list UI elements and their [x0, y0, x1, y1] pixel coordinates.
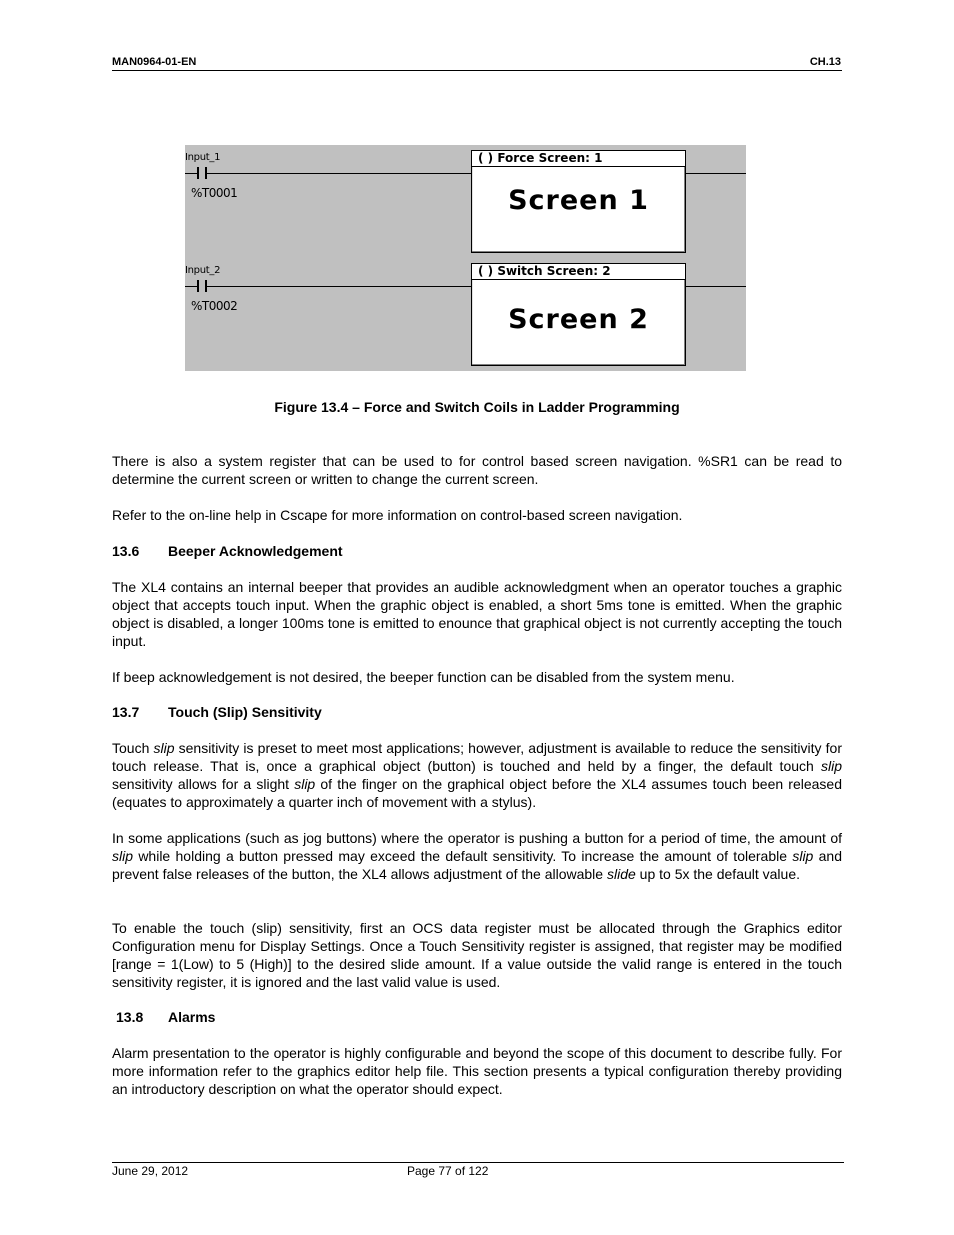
rung1-mid-wire	[207, 173, 471, 174]
section-heading-13-6	[112, 542, 343, 560]
section-number: 13.8	[116, 1009, 144, 1025]
figure-caption: Figure 13.4 – Force and Switch Coils in Ladder Programming	[274, 399, 680, 415]
text-run: sensitivity allows for a slight	[112, 776, 295, 792]
italic-term: slip	[820, 758, 842, 774]
paragraph-touch-slip	[112, 739, 842, 811]
rung1-input-label: Input_1	[185, 152, 221, 163]
section-heading-13-8	[116, 1008, 215, 1026]
text-run: In some applications (such as jog buttons) where the operator is pushing a button for a period of time, the amount of	[112, 830, 842, 846]
paragraph-online-help: Refer to the on-line help in Cscape for more information on control-based screen navigation.	[112, 507, 683, 523]
rung2-mid-wire	[207, 286, 471, 287]
rung2-address: %T0002	[191, 299, 238, 313]
rung2-input-label: Input_2	[185, 265, 221, 276]
section-number: 13.6	[112, 543, 140, 559]
force-screen-coil-text: Screen 1	[508, 185, 649, 216]
footer-page-number: Page 77 of 122	[407, 1164, 489, 1178]
text-run: and prevent false releases of the button, the XL4 allows adjustment of the allowable	[112, 848, 843, 882]
rung1-contact-bar-left	[197, 167, 199, 179]
footer-rule	[112, 1162, 844, 1163]
rung1-address: %T0001	[191, 186, 238, 200]
header-rule	[112, 70, 842, 71]
rung2-right-wire	[685, 286, 746, 287]
italic-term: slip	[792, 848, 814, 864]
header-chapter: CH.13	[809, 56, 841, 68]
text-run: up to 5x the default value.	[635, 866, 801, 882]
section-heading-13-7	[112, 703, 322, 721]
italic-term: slide	[606, 866, 636, 882]
paragraph-beeper: The XL4 contains an internal beeper that provides an audible acknowledgment when an operator touches a graphic object that accepts touch input. When the graphic object is enabled, a short 5ms tone is emitted. When the graphic object is disabled, a longer 100ms tone is emitted to enounce that graphical object is not currently accepting the touch input.	[112, 579, 842, 649]
paragraph-beep-disable: If beep acknowledgement is not desired, the beeper function can be disabled from the system menu.	[112, 669, 735, 685]
paragraph-jog-buttons	[112, 829, 842, 883]
switch-screen-coil-text: Screen 2	[508, 304, 649, 335]
text-run: while holding a button pressed may exceed the default sensitivity. To increase the amount of tolerable	[133, 848, 793, 864]
section-title: Beeper Acknowledgement	[168, 543, 343, 559]
text-run: Touch	[112, 740, 154, 756]
paragraph-enable-sensitivity: To enable the touch (slip) sensitivity, first an OCS data register must be allocated through the Graphics editor Configuration menu for Display Settings. Once a Touch Sensitivity register is assigned, that register may be modified [range = 1(Low) to 5 (High)] to the desired slide amount. If a value outside the valid range is entered in the touch sensitivity register, it is ignored and the last valid value is used.	[112, 920, 842, 990]
section-title: Touch (Slip) Sensitivity	[168, 704, 322, 720]
rung1-left-wire	[185, 173, 197, 174]
italic-term: slip	[294, 776, 316, 792]
italic-term: slip	[112, 848, 134, 864]
text-run: of the finger on the graphical object before the XL4 assumes touch been released (equates to approximately a quarter inch of movement with a stylus).	[112, 776, 842, 810]
section-title: Alarms	[168, 1009, 216, 1025]
switch-screen-coil	[471, 263, 686, 366]
paragraph-alarms: Alarm presentation to the operator is highly configurable and beyond the scope of this document to describe fully. For more information refer to the graphics editor help file. This section presents a typical configuration thereby providing an introductory description on what the operator should expect.	[112, 1045, 842, 1097]
rung2-left-wire	[185, 286, 197, 287]
rung2-contact-bar-left	[197, 280, 199, 292]
section-number: 13.7	[112, 704, 140, 720]
footer-date: June 29, 2012	[112, 1164, 189, 1178]
force-screen-coil-title: ( ) Force Screen: 1	[472, 151, 685, 167]
switch-screen-coil-title: ( ) Switch Screen: 2	[472, 264, 685, 280]
paragraph-system-register: There is also a system register that can be used to for control based screen navigation. %SR1 can be read to determine the current screen or written to change the current screen.	[112, 453, 842, 487]
force-screen-coil	[471, 150, 686, 253]
text-run: sensitivity is preset to meet most applications; however, adjustment is available to reduce the sensitivity for touch release. That is, once a graphical object (button) is touched and held by a finger, the default touch	[112, 740, 842, 774]
header-doc-id: MAN0964-01-EN	[112, 56, 197, 68]
ladder-diagram-figure	[185, 145, 746, 371]
rung1-right-wire	[685, 173, 746, 174]
italic-term: slip	[153, 740, 175, 756]
